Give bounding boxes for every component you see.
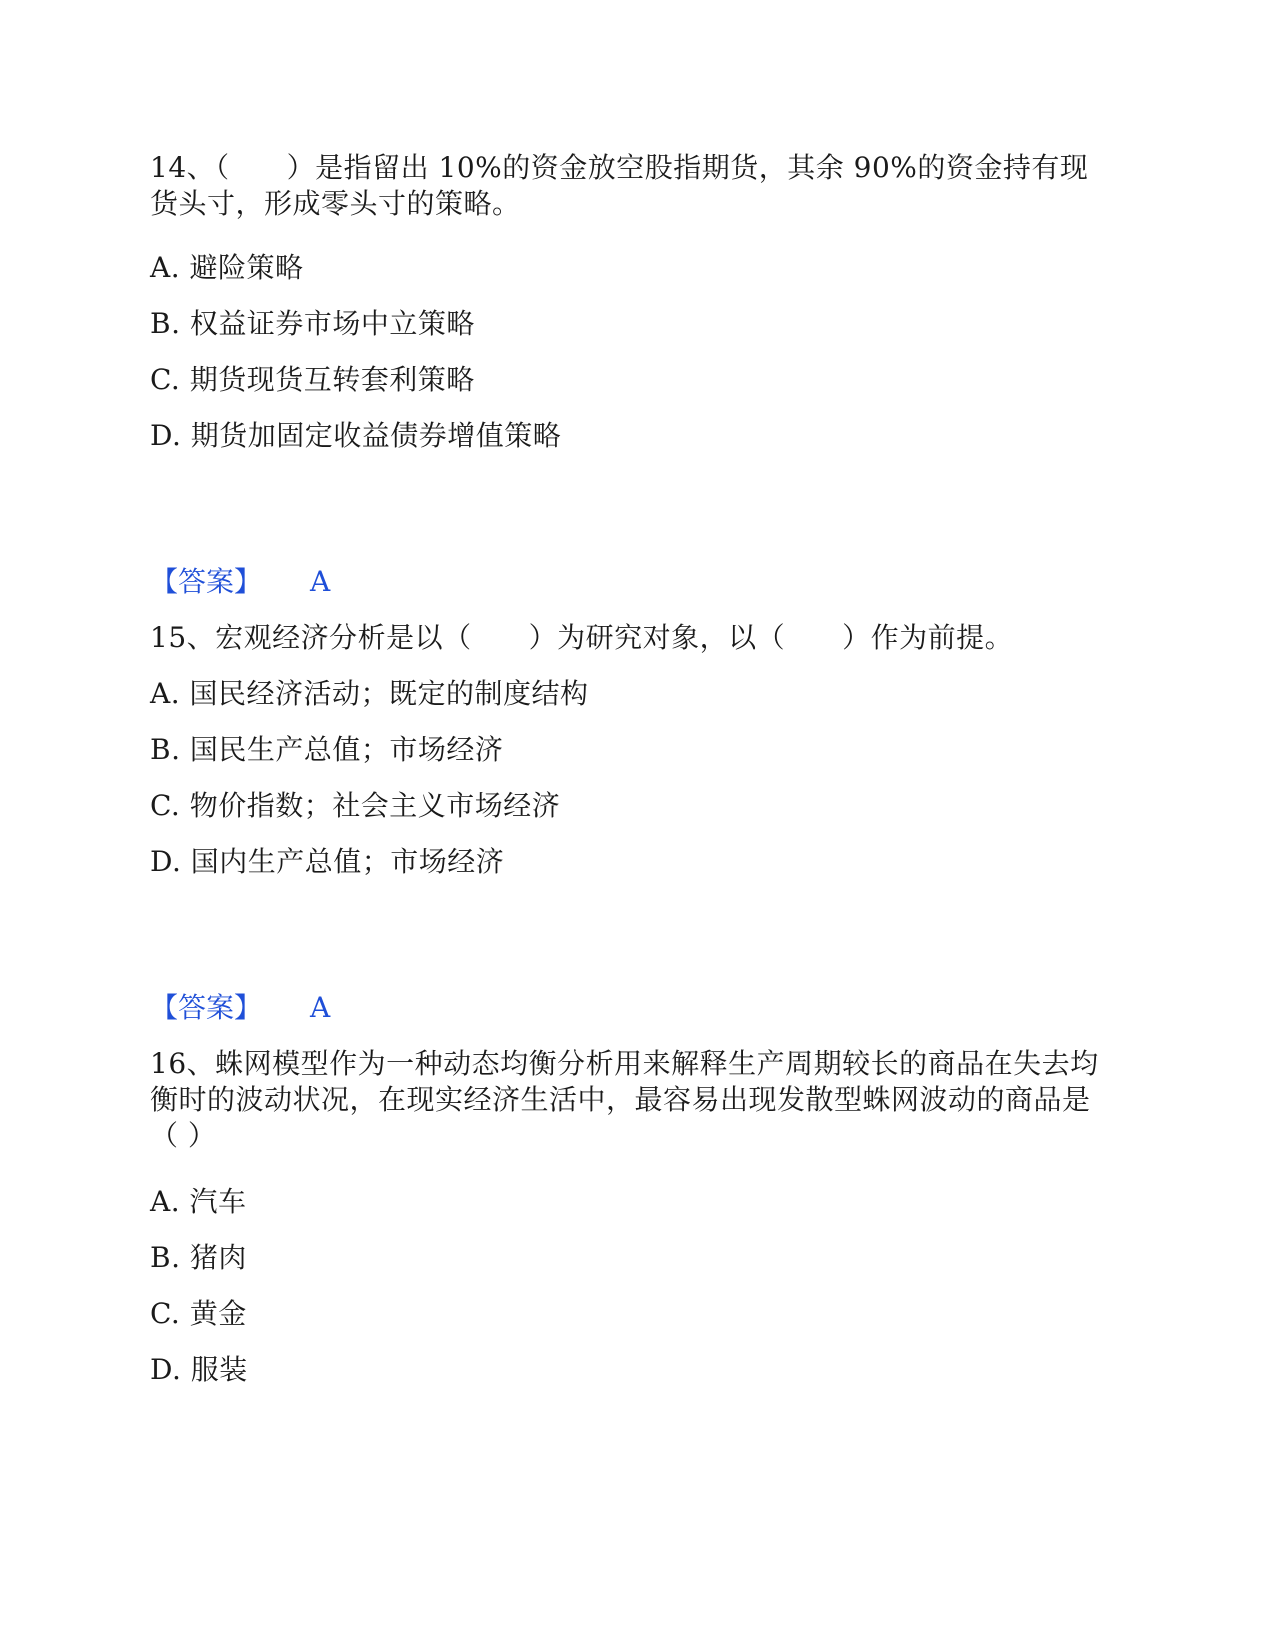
answer-value: A (310, 565, 331, 598)
question-15-stem: 15、宏观经济分析是以（ ）为研究对象，以（ ）作为前提。 (150, 621, 1014, 654)
question-16-option-b: B. 猪肉 (150, 1241, 247, 1274)
question-15-option-b: B. 国民生产总值；市场经济 (150, 733, 504, 766)
answer-14 (150, 564, 331, 600)
question-15-option-c: C. 物价指数；社会主义市场经济 (150, 789, 561, 822)
question-15-option-d: D. 国内生产总值；市场经济 (150, 845, 505, 878)
question-14-option-d: D. 期货加固定收益债券增值策略 (150, 419, 562, 452)
question-16-option-d: D. 服装 (150, 1353, 248, 1386)
answer-value: A (310, 991, 331, 1024)
question-14-stem: 14、（ ）是指留出 10%的资金放空股指期货，其余 90%的资金持有现货头寸，形成零头寸的策略。 (150, 151, 1089, 220)
question-16-option-a: A. 汽车 (150, 1185, 247, 1218)
question-16-stem: 16、蛛网模型作为一种动态均衡分析用来解释生产周期较长的商品在失去均衡时的波动状况，在现实经济生活中，最容易出现发散型蛛网波动的商品是（ ） (150, 1047, 1099, 1152)
answer-label: 【答案】 (150, 991, 263, 1024)
question-15-option-a: A. 国民经济活动；既定的制度结构 (150, 677, 589, 710)
question-16-option-c: C. 黄金 (150, 1297, 247, 1330)
question-14-option-a: A. 避险策略 (150, 251, 304, 284)
question-14-option-c: C. 期货现货互转套利策略 (150, 363, 475, 396)
answer-label: 【答案】 (150, 565, 263, 598)
answer-15 (150, 990, 331, 1026)
question-14-option-b: B. 权益证券市场中立策略 (150, 307, 475, 340)
